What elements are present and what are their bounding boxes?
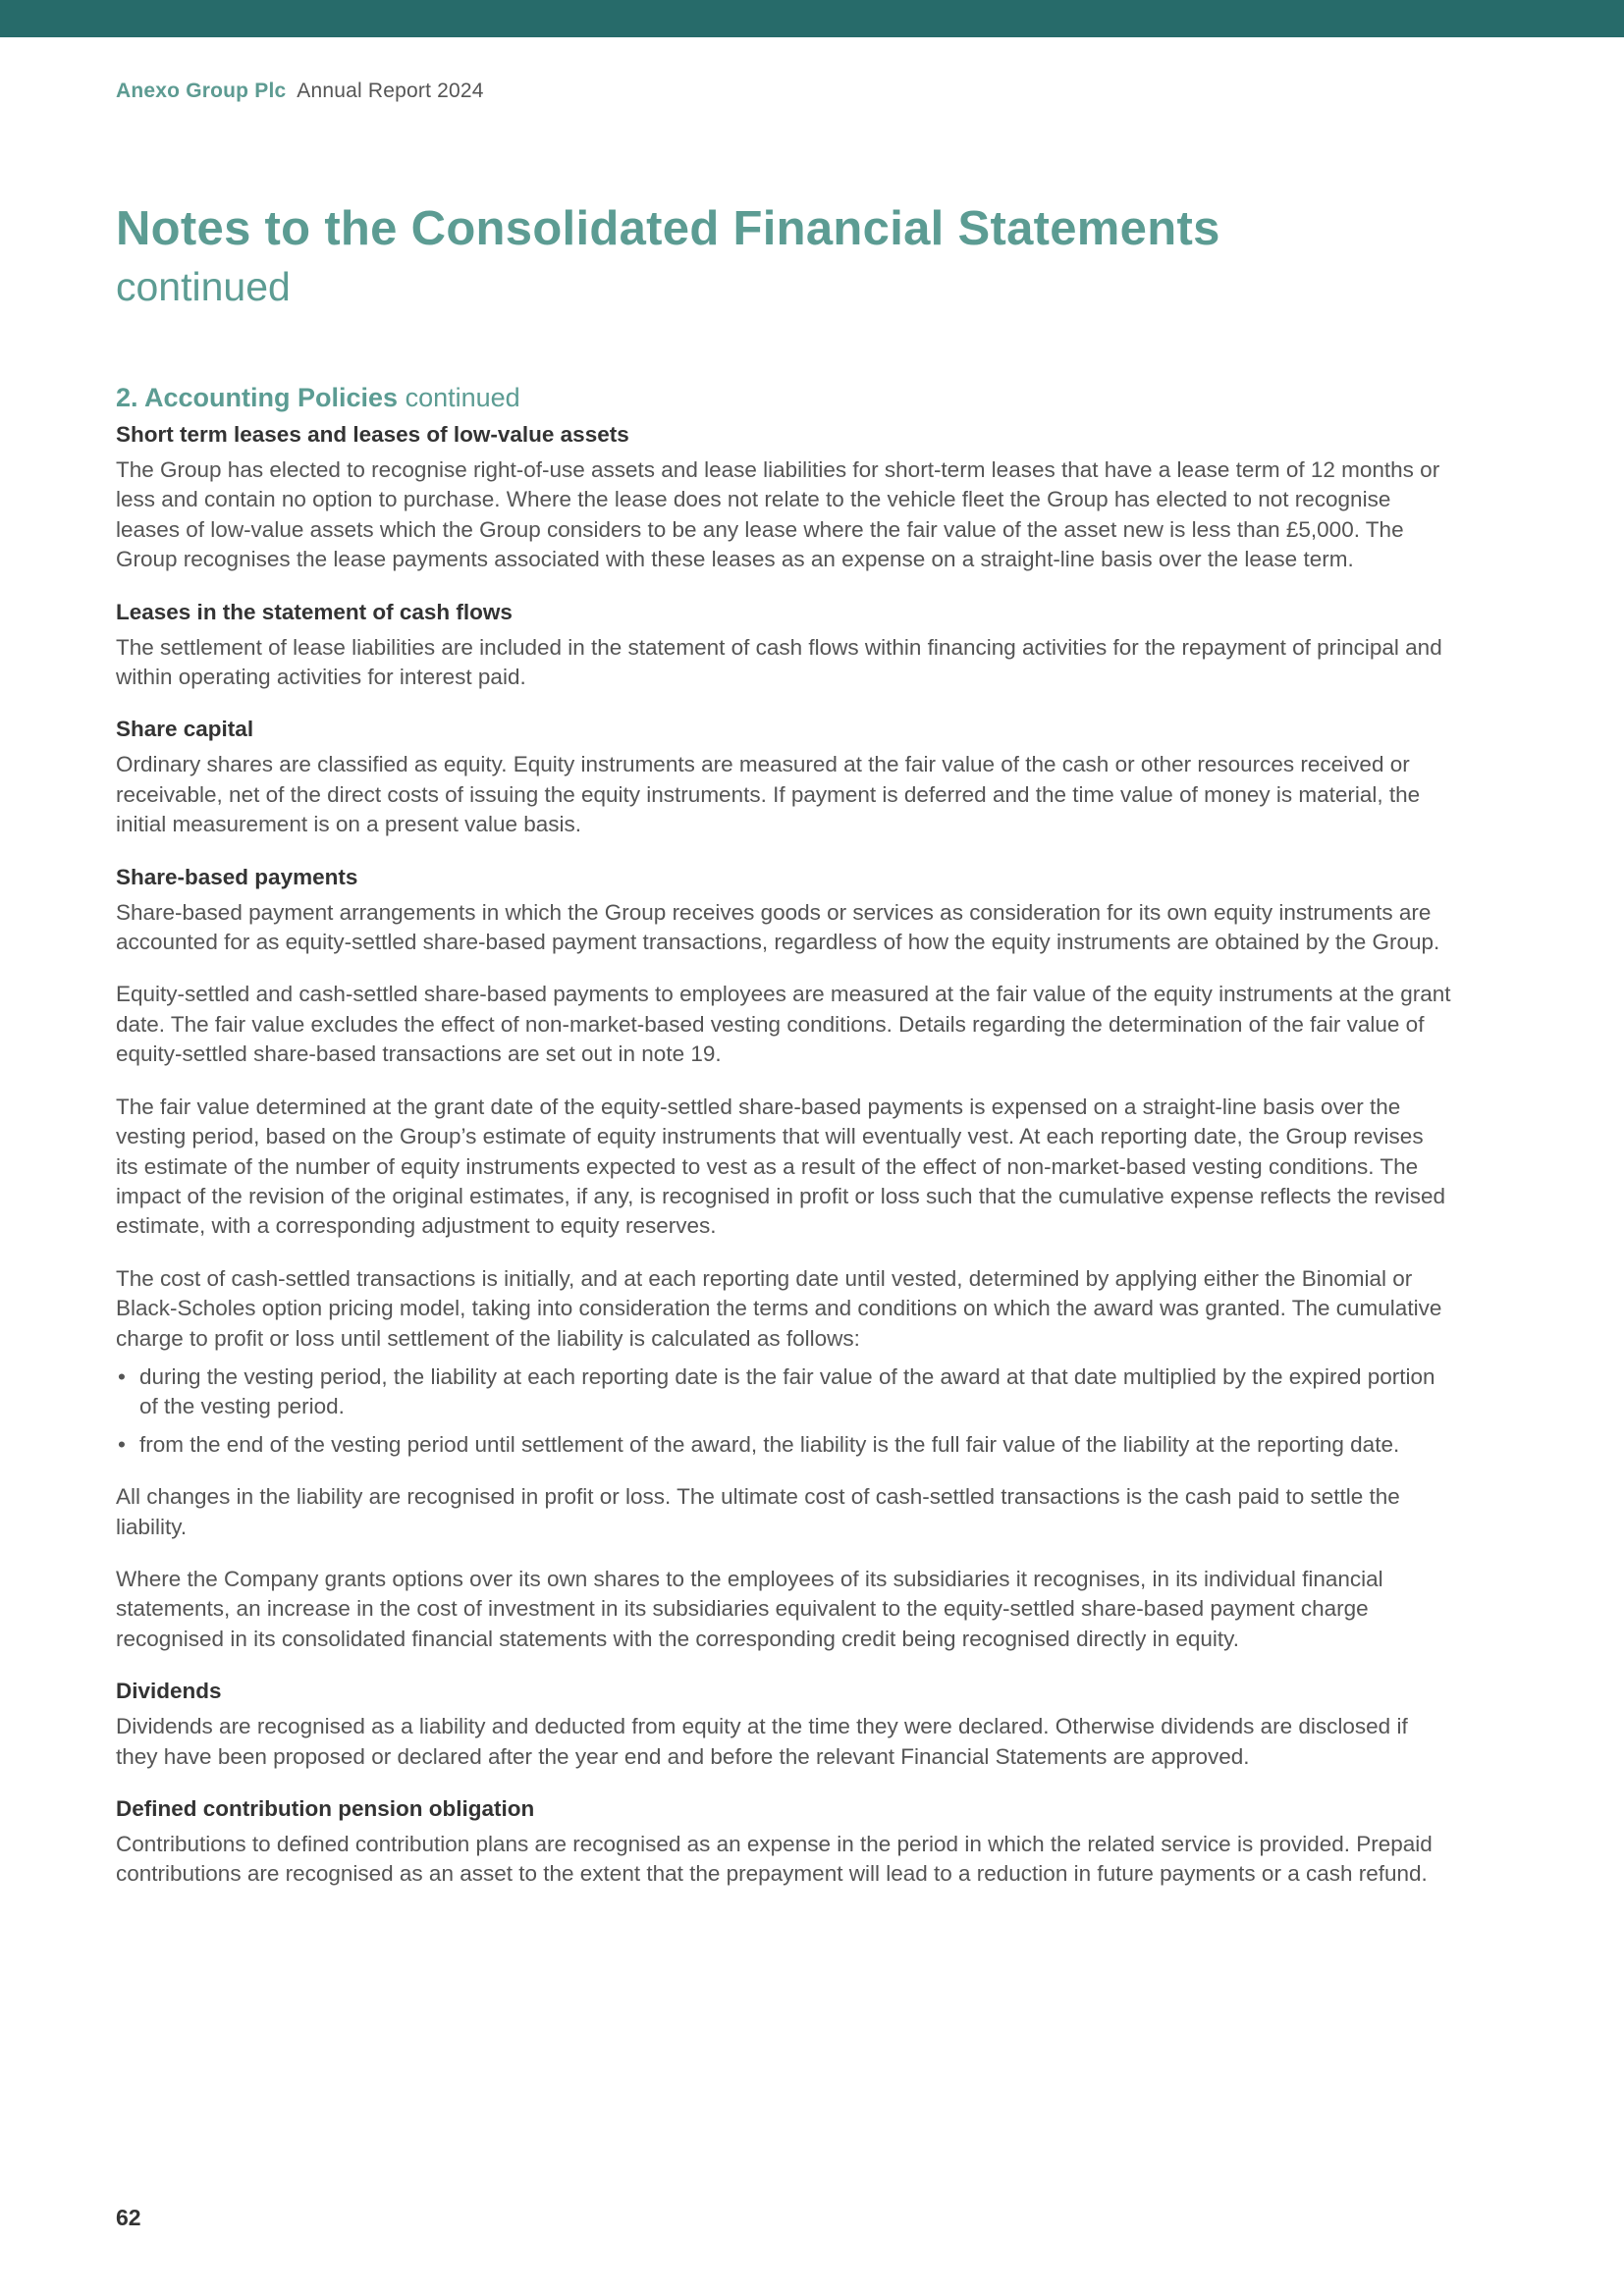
subheading-leases-cash-flows: Leases in the statement of cash flows [116, 599, 513, 624]
paragraph: Where the Company grants options over its own shares to the employees of its subsidiaries it recognises, in its individual financial statements, an increase in the cost of investment in its subsidiaries equivalent to the equity-settled share-based payment charge recognised in its consolidated financial statements with the corresponding credit being recognised directly in equity. [116, 1566, 1383, 1651]
paragraph: The cost of cash-settled transactions is initially, and at each reporting date until vested, determined by applying either the Binomial or Black-Scholes option pricing model, taking into consideration the terms and conditions on which the award was granted. The cumulative charge to profit or loss until settlement of the liability is calculated as follows: [116, 1265, 1442, 1351]
header-color-bar [0, 0, 1624, 37]
bullet-text: during the vesting period, the liability at each reporting date is the fair value of the award at that date multiplied by the expired portion of the vesting period. [139, 1363, 1435, 1419]
section-continued: continued [405, 383, 520, 412]
block-short-term-leases [116, 420, 1451, 575]
bullet-icon: • [118, 1363, 126, 1389]
running-header [116, 79, 484, 104]
paragraph: Share-based payment arrangements in which the Group receives goods or services as consideration for its own equity instruments are accounted for as equity-settled share-based payment transactions, regardless of how the equity instruments are obtained by the Group. [116, 899, 1440, 955]
notes-content [116, 381, 1451, 1912]
block-leases-cash-flows [116, 598, 1451, 693]
subheading-pension: Defined contribution pension obligation [116, 1796, 535, 1821]
report-name: Annual Report 2024 [297, 80, 484, 102]
bullet-list [116, 1362, 1451, 1460]
subheading-share-capital: Share capital [116, 717, 254, 742]
page-number: 62 [116, 2205, 141, 2230]
paragraph: The Group has elected to recognise right-of-use assets and lease liabilities for short-term leases that have a lease term of 12 months or less and contain no option to purchase. Where the lease does not relate to the vehicle fleet the Group has elected to not recognise leases of low-value assets which the Group considers to be any lease where the fair value of the asset new is less than £5,000. The Group recognises the lease payments associated with these leases as an expense on a straight-line basis over the lease term. [116, 457, 1440, 572]
bullet-icon: • [118, 1431, 126, 1457]
block-share-based-payments [116, 863, 1451, 1655]
page-title: Notes to the Consolidated Financial Statements [116, 202, 1220, 255]
page-subtitle: continued [116, 264, 291, 309]
subheading-dividends: Dividends [116, 1679, 222, 1704]
subheading-share-based-payments: Share-based payments [116, 864, 358, 889]
paragraph: Equity-settled and cash-settled share-based payments to employees are measured at the fair value of the equity instruments at the grant date. The fair value excludes the effect of non-market-based vesting conditions. Details regarding the determination of the fair value of equity-settled share-based transactions are set out in note 19. [116, 982, 1451, 1067]
paragraph: All changes in the liability are recognised in profit or loss. The ultimate cost of cash-settled transactions is the cash paid to settle the liability. [116, 1484, 1400, 1539]
company-name: Anexo Group Plc [116, 80, 287, 102]
paragraph: The fair value determined at the grant date of the equity-settled share-based payments is expensed on a straight-line basis over the vesting period, based on the Group’s estimate of equity instruments that will eventually vest. At each reporting date, the Group revises its estimate of the number of equity instruments expected to vest as a result of the effect of non-market-based vesting conditions. The impact of the revision of the original estimates, if any, is recognised in profit or loss such that the cumulative expense reflects the revised estimate, with a corresponding adjustment to equity reserves. [116, 1094, 1445, 1239]
block-share-capital [116, 715, 1451, 839]
subheading-short-term-leases: Short term leases and leases of low-value assets [116, 422, 629, 447]
bullet-item [116, 1430, 1451, 1460]
section-heading [116, 381, 1451, 414]
paragraph: Dividends are recognised as a liability and deducted from equity at the time they were declared. Otherwise dividends are disclosed if they have been proposed or declared after the year end and before the relevant Financial Statements are approved. [116, 1714, 1408, 1769]
section-title: 2. Accounting Policies [116, 383, 399, 412]
block-pension [116, 1794, 1451, 1890]
paragraph: The settlement of lease liabilities are included in the statement of cash flows within financing activities for the repayment of principal and within operating activities for interest paid. [116, 634, 1442, 690]
paragraph: Ordinary shares are classified as equity. Equity instruments are measured at the fair value of the cash or other resources received or receivable, net of the direct costs of issuing the equity instruments. If payment is deferred and the time value of money is material, the initial measurement is on a present value basis. [116, 752, 1421, 837]
bullet-text: from the end of the vesting period until settlement of the award, the liability is the full fair value of the liability at the reporting date. [139, 1431, 1400, 1457]
bullet-item [116, 1362, 1451, 1422]
block-dividends [116, 1677, 1451, 1772]
paragraph: Contributions to defined contribution plans are recognised as an expense in the period in which the related service is provided. Prepaid contributions are recognised as an asset to the extent that the prepayment will lead to a reduction in future payments or a cash refund. [116, 1832, 1433, 1887]
